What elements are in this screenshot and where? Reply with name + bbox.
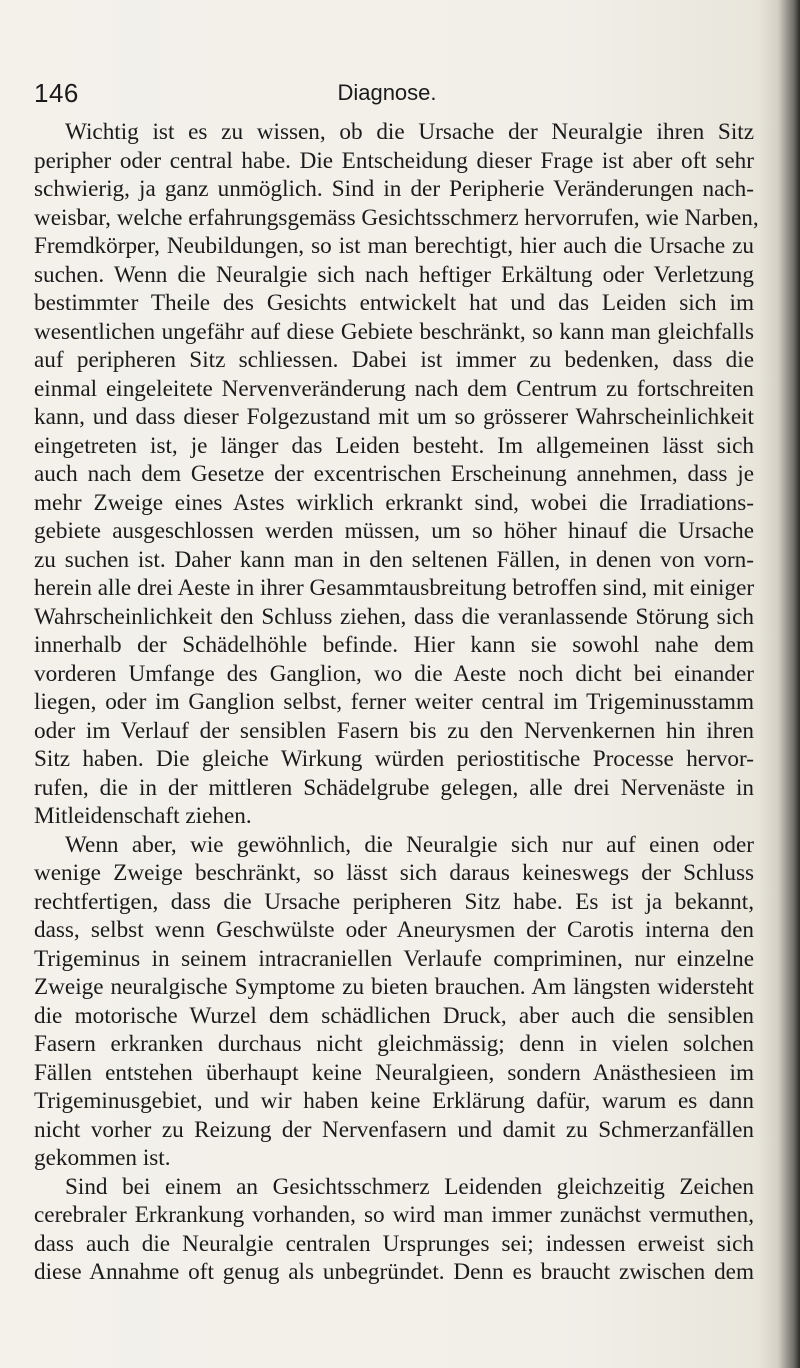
text-line: rufen, die in der mittleren Schädelgrube gelegen, alle drei Nervenäste in (34, 774, 754, 801)
text-line: diese Annahme oft genug als unbegründet. Denn es braucht zwischen dem (34, 1259, 754, 1285)
text-line: suchen. Wenn die Neuralgie sich nach heftiger Erkältung oder Verletzung (34, 261, 754, 288)
text-line: eingetreten ist, je länger das Leiden besteht. Im allgemeinen lässt sich (34, 432, 754, 459)
text-line: Wenn aber, wie gewöhnlich, die Neuralgie sich nur auf einen oder (65, 831, 754, 858)
text-line: zu suchen ist. Daher kann man in den seltenen Fällen, in denen von vorn- (34, 546, 754, 573)
paragraph (34, 831, 754, 1173)
text-line: herein alle drei Aeste in ihrer Gesammtausbreitung betroffen sind, mit einiger (34, 575, 755, 601)
text-line: Trigeminusgebiet, und wir haben keine Erklärung dafür, warum es dann (34, 1088, 754, 1114)
paragraph (34, 1173, 754, 1287)
text-line: Fällen entstehen überhaupt keine Neuralgieen, sondern Anästhesieen im (34, 1059, 754, 1086)
text-line: Wahrscheinlichkeit den Schluss ziehen, dass die veranlassende Störung sich (34, 603, 754, 630)
text-line: Mitleidenschaft ziehen. (34, 803, 252, 829)
text-line: kann, und dass dieser Folgezustand mit um so grösserer Wahrscheinlichkeit (34, 404, 754, 430)
text-line: gebiete ausgeschlossen werden müssen, um so höher hinauf die Ursache (34, 518, 754, 544)
text-line: liegen, oder im Ganglion selbst, ferner weiter central im Trigeminusstamm (34, 689, 754, 715)
text-line: Trigeminus in seinem intracraniellen Verlaufe compriminen, nur einzelne (34, 945, 754, 972)
text-line: oder im Verlauf der sensiblen Fasern bis zu den Nervenkernen hin ihren (34, 717, 754, 744)
text-line: Sitz haben. Die gleiche Wirkung würden periostitische Processe hervor- (34, 746, 754, 772)
text-line: Sind bei einem an Gesichtsschmerz Leidenden gleichzeitig Zeichen (65, 1173, 754, 1200)
running-head-title: Diagnose. (337, 80, 437, 105)
text-line: wesentlichen ungefähr auf diese Gebiete beschränkt, so kann man gleichfalls (34, 318, 754, 345)
page-binding-shadow (760, 0, 800, 1368)
text-line: nicht vorher zu Reizung der Nervenfasern und damit zu Schmerzanfällen (34, 1116, 754, 1143)
text-line: Fremdkörper, Neubildungen, so ist man berechtigt, hier auch die Ursache zu (34, 233, 754, 259)
running-head (34, 78, 740, 112)
text-line: auf peripheren Sitz schliessen. Dabei ist immer zu bedenken, dass die (34, 347, 754, 373)
text-line: cerebraler Erkrankung vorhanden, so wird man immer zunächst vermuthen, (34, 1202, 754, 1228)
text-line: mehr Zweige eines Astes wirklich erkrankt sind, wobei die Irradiations- (34, 489, 754, 516)
text-line: schwierig, ja ganz unmöglich. Sind in der Peripherie Veränderungen nach- (34, 176, 754, 202)
text-line: die motorische Wurzel dem schädlichen Druck, aber auch die sensiblen (34, 1002, 754, 1029)
text-line: auch nach dem Gesetze der excentrischen Erscheinung annehmen, dass je (34, 461, 754, 487)
text-line: rechtfertigen, dass die Ursache peripheren Sitz habe. Es ist ja bekannt, (34, 888, 754, 915)
text-line: dass auch die Neuralgie centralen Ursprunges sei; indessen erweist sich (34, 1230, 754, 1257)
page-number: 146 (34, 78, 79, 108)
text-line: dass, selbst wenn Geschwülste oder Aneurysmen der Carotis interna den (34, 917, 754, 943)
text-line: Zweige neuralgische Symptome zu bieten brauchen. Am längsten widersteht (34, 974, 754, 1000)
text-line: Fasern erkranken durchaus nicht gleichmässig; denn in vielen solchen (34, 1031, 754, 1057)
text-line: gekommen ist. (34, 1145, 171, 1171)
text-line: innerhalb der Schädelhöhle befinde. Hier kann sie sowohl nahe dem (34, 632, 754, 658)
text-line: vorderen Umfange des Ganglion, wo die Aeste noch dicht bei einander (34, 660, 754, 687)
text-line: einmal eingeleitete Nervenveränderung nach dem Centrum zu fortschreiten (34, 375, 754, 402)
paragraph (34, 118, 759, 831)
text-line: wenige Zweige beschränkt, so lässt sich daraus keineswegs der Schluss (34, 860, 754, 886)
body-text (34, 118, 759, 1287)
text-line: weisbar, welche erfahrungsgemäss Gesichtsschmerz hervorrufen, wie Narben, (34, 204, 759, 231)
text-line: bestimmter Theile des Gesichts entwickelt hat und das Leiden sich im (34, 290, 754, 316)
text-line: peripher oder central habe. Die Entscheidung dieser Frage ist aber oft sehr (34, 147, 754, 174)
text-line: Wichtig ist es zu wissen, ob die Ursache der Neuralgie ihren Sitz (65, 119, 754, 145)
